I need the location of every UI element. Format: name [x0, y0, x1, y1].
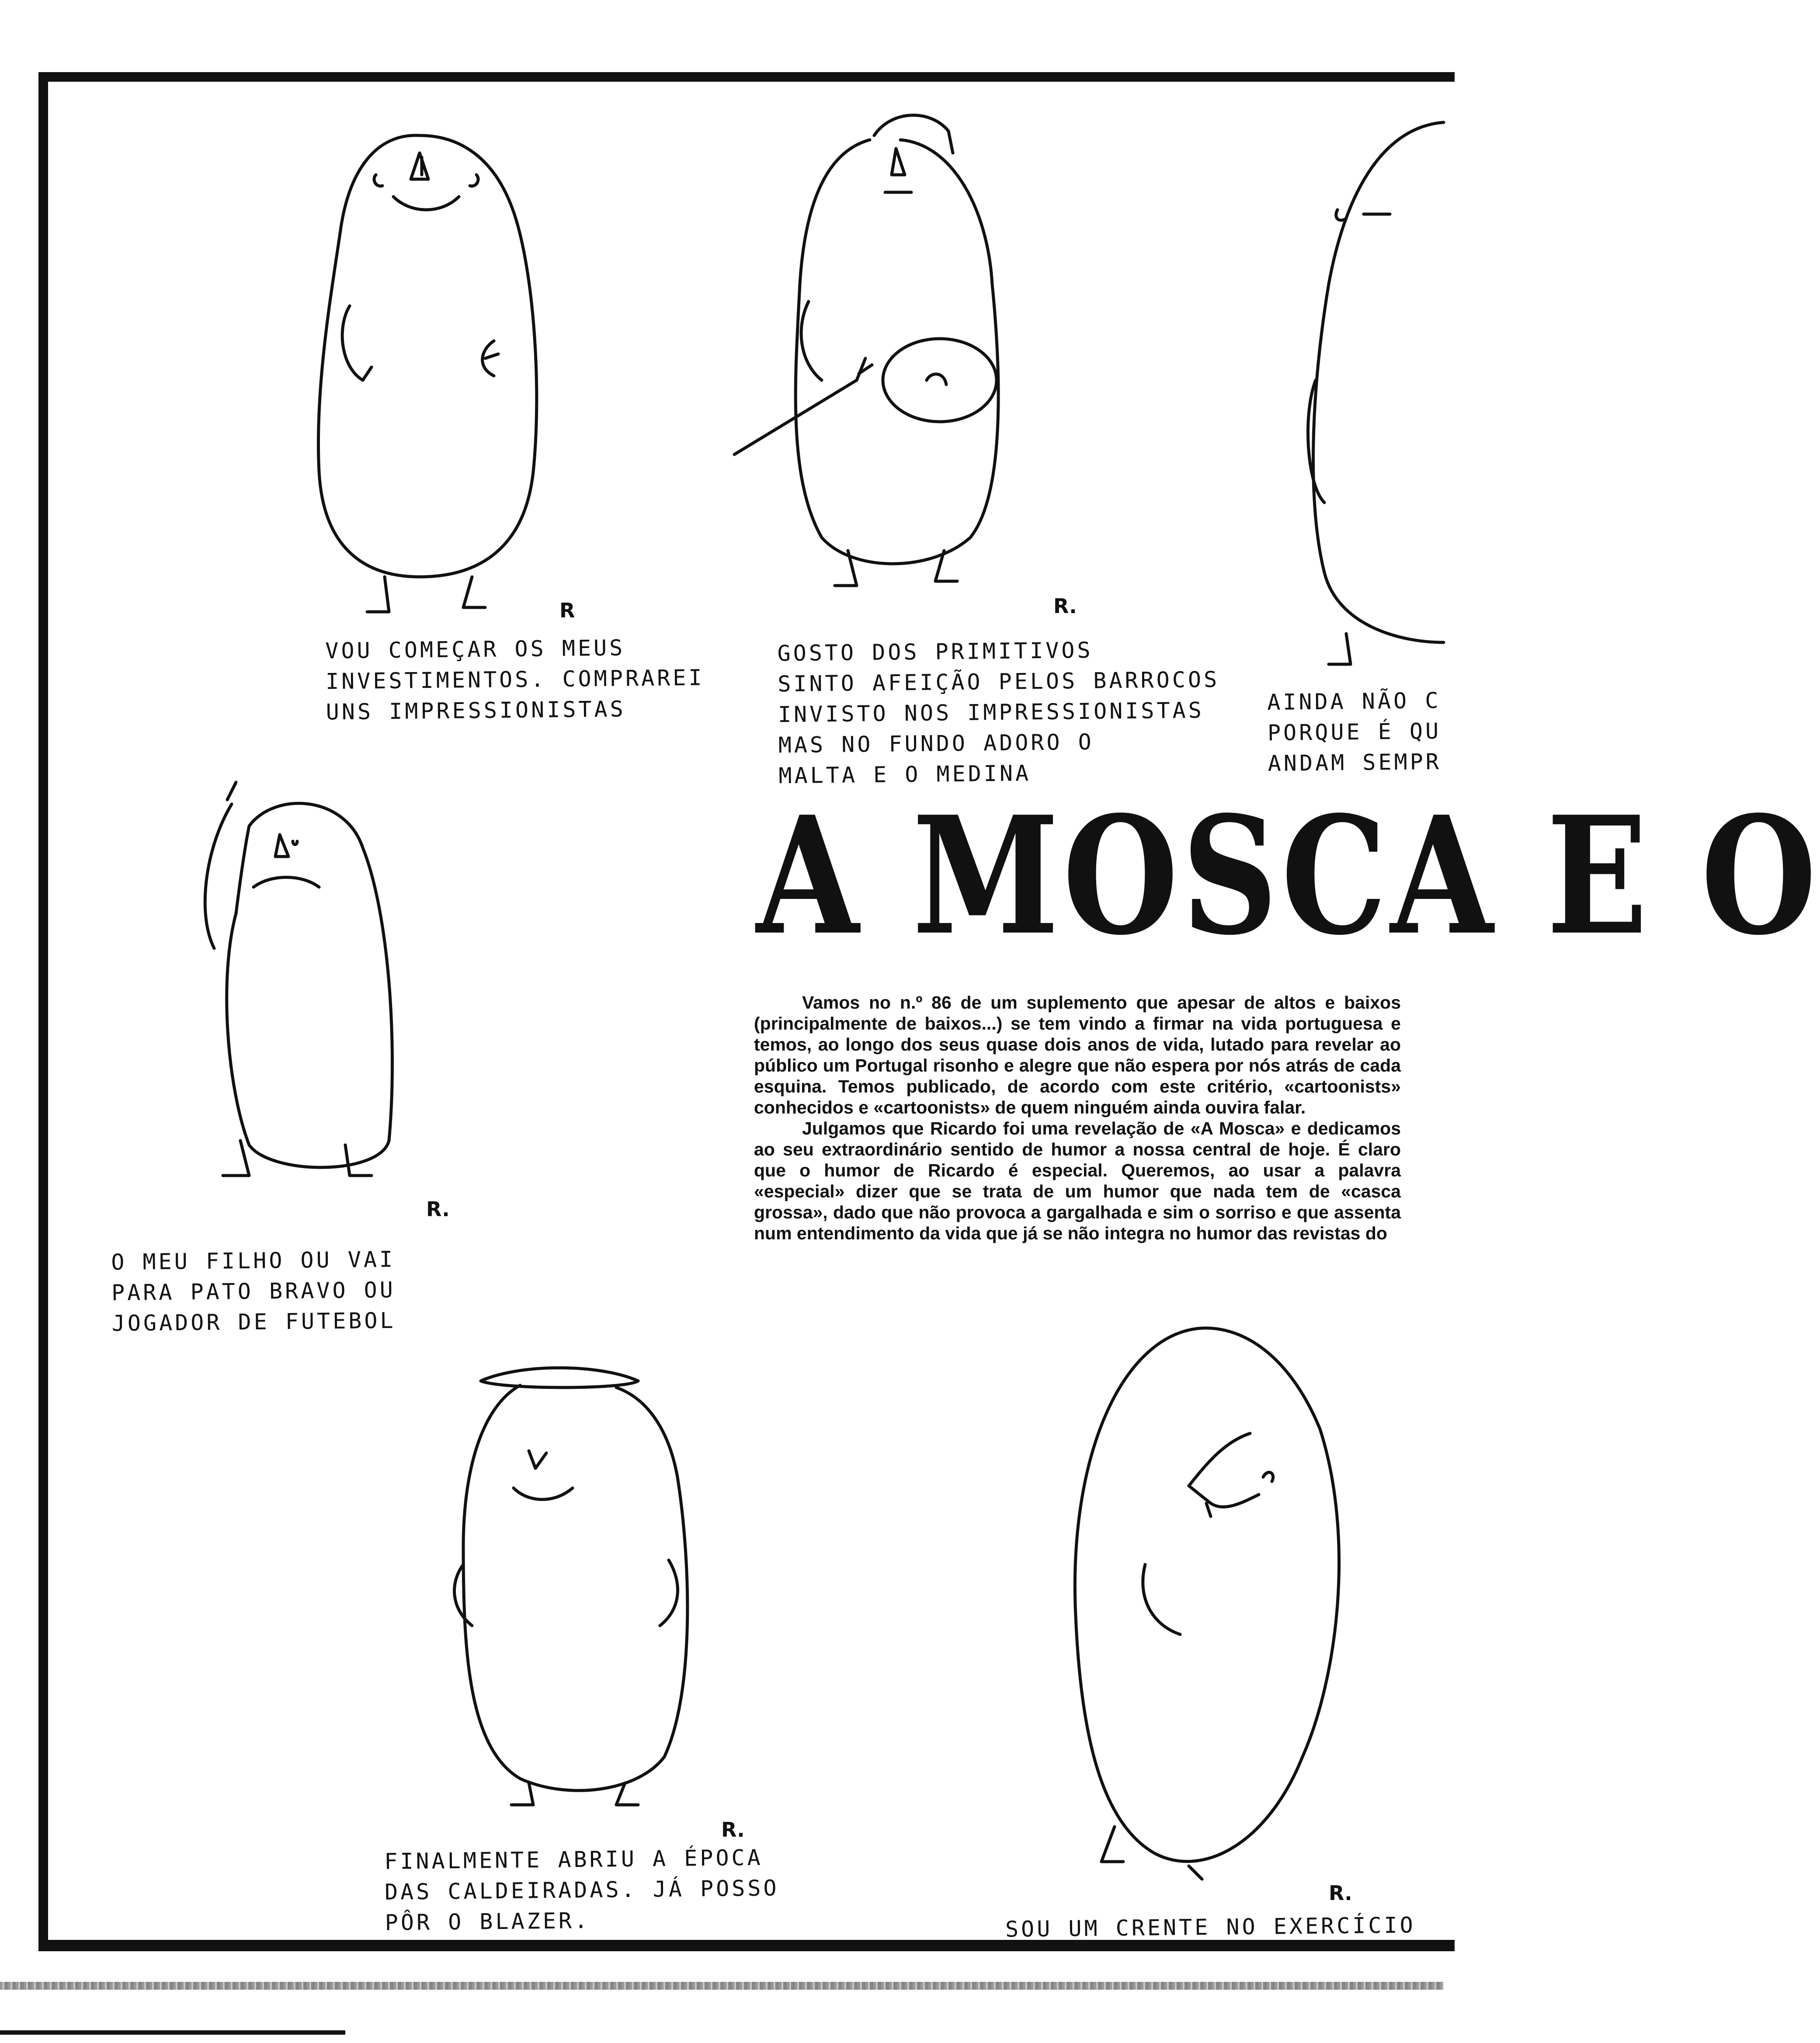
cartoon-bending-figure	[1058, 1320, 1390, 1888]
bending-figure-drawing	[1058, 1320, 1390, 1888]
cartoon-sailor-figure	[433, 1363, 704, 1814]
cartoon-4-signature: R.	[426, 1197, 450, 1221]
scan-line-artifact	[0, 2030, 345, 2035]
cartoon-painter-figure	[726, 101, 1066, 599]
article-body	[754, 992, 1401, 1244]
cartoon-cropped-figure	[1289, 109, 1444, 673]
page-headline: A MOSCA E O	[756, 781, 1820, 971]
painter-figure-drawing	[726, 101, 1066, 599]
cartoon-pointing-figure	[162, 782, 424, 1202]
cartoon-2-caption: GOSTO DOS PRIMITIVOS SINTO AFEIÇÃO PELOS BARROCOS INVISTO NOS IMPRESSIONISTAS MAS NO FUNDO ADORO O MALTA E O MEDINA	[777, 637, 1220, 789]
cartoon-smiling-figure	[288, 122, 559, 621]
scan-edge-artifact	[0, 1982, 1444, 1990]
article-paragraph: Vamos no n.º 86 de um suplemento que apesar de altos e baixos (principalmente de baixos...) se tem vindo a firmar na vida portuguesa e temos, ao longo dos seus quase dois anos de vida, lutado para revelar ao público um Portugal risonho e alegre que não espera por nós atrás de cada esquina. Temos publicado, de acordo com este critério, «cartoonists» conhecidos e «cartoonists» de quem ninguém ainda ouvira falar.	[754, 992, 1401, 1117]
article-paragraph: Julgamos que Ricardo foi uma revelação de «A Mosca» e dedicamos ao seu extraordinário sentido de humor a nossa central de hoje. É claro que o humor de Ricardo é especial. Queremos, ao usar a palavra «especial» dizer que se trata de um humor que nada tem de «casca grossa», dado que não provoca a gargalhada e sim o sorriso e que assenta num entendimento da vida que já se não integra no humor das revistas do	[754, 1118, 1401, 1243]
smiling-figure-drawing	[288, 122, 559, 621]
cartoon-1-caption: VOU COMEÇAR OS MEUS INVESTIMENTOS. COMPRAREI UNS IMPRESSIONISTAS	[325, 635, 705, 725]
sailor-figure-drawing	[433, 1363, 704, 1814]
cartoon-6-caption: SOU UM CRENTE NO EXERCÍCIO	[1005, 1912, 1416, 1942]
cropped-figure-drawing	[1289, 109, 1444, 673]
cartoon-2-signature: R.	[1053, 594, 1077, 618]
cartoon-4-caption: O MEU FILHO OU VAI PARA PATO BRAVO OU JOGADOR DE FUTEBOL	[111, 1246, 396, 1336]
cartoon-3-caption: AINDA NÃO C PORQUE É QU ANDAM SEMPR	[1267, 687, 1442, 777]
cartoon-6-signature: R.	[1329, 1881, 1352, 1905]
cartoon-5-signature: R.	[721, 1818, 745, 1842]
pointing-figure-drawing	[162, 782, 424, 1202]
cartoon-1-signature: R	[559, 599, 575, 622]
cartoon-5-caption: FINALMENTE ABRIU A ÉPOCA DAS CALDEIRADAS. JÁ POSSO PÔR O BLAZER.	[384, 1845, 779, 1935]
